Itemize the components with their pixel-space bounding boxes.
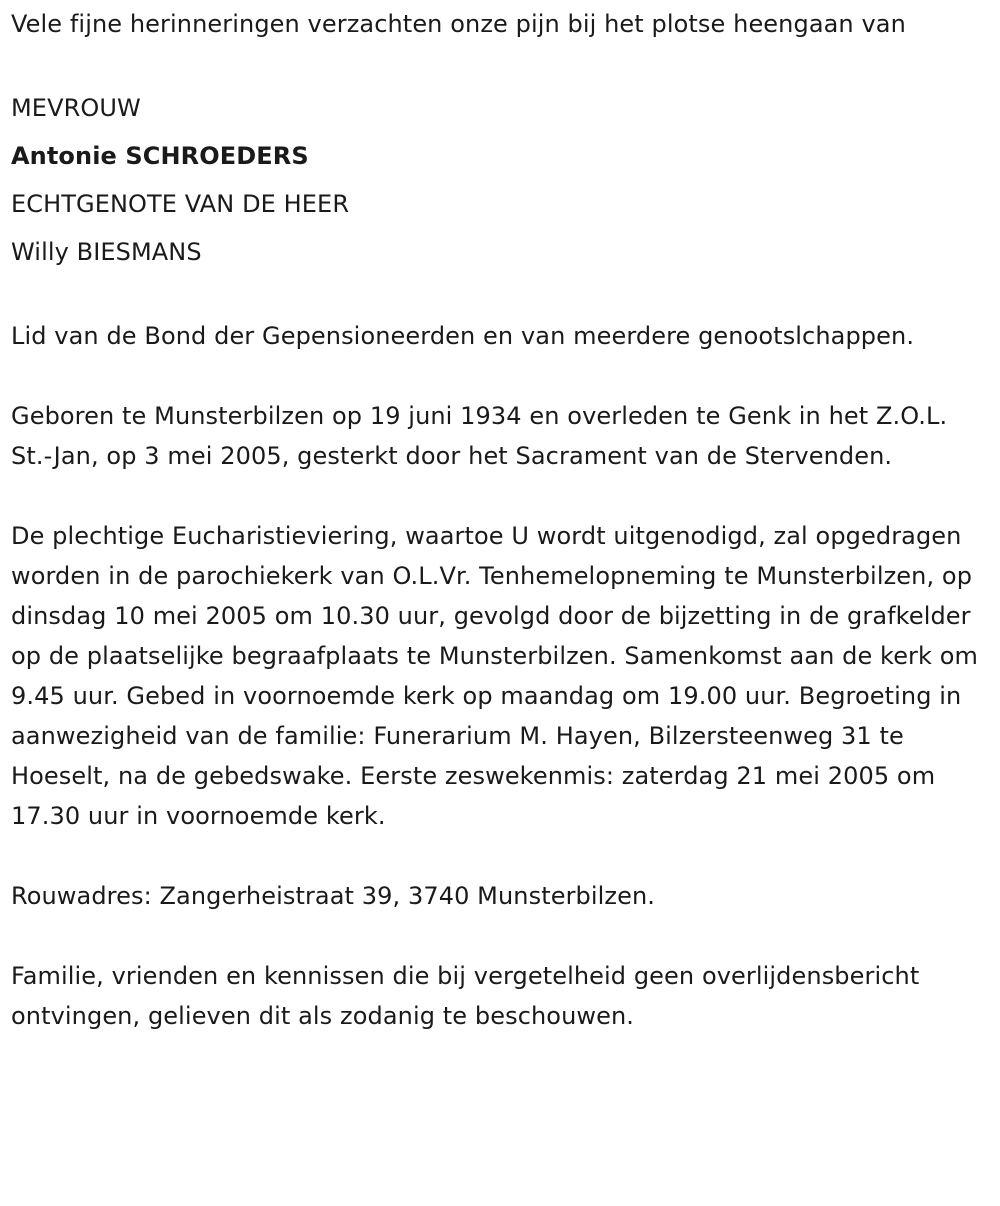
closing-text: Familie, vrienden en kennissen die bij vergetelheid geen overlijdensbericht ontvingen, gelieven dit als zodanig te beschouwen. bbox=[11, 962, 920, 1030]
ceremony-text: De plechtige Eucharistieviering, waartoe U wordt uitgenodigd, zal opgedragen worden in de parochiekerk van O.L.Vr. Tenhemelopneming te Munsterbilzen, op dinsdag 10 mei 2005 om 10.30 uur, gevolgd door de bijzetting in de grafkelder op de plaatselijke begraafplaats te Munsterbilzen. Samenkomst aan de kerk om 9.45 uur. Gebed in voornoemde kerk op maandag om 19.00 uur. Begroeting in aanwezigheid van de familie: Funerarium M. Hayen, Bilzersteenweg 31 te Hoeselt, na de gebedswake. Eerste zeswekenmis: zaterdag 21 mei 2005 om 17.30 uur in voornoemde kerk. bbox=[11, 522, 979, 830]
membership-text: Lid van de Bond der Gepensioneerden en van meerdere genootslchappen. bbox=[11, 322, 915, 350]
spacer bbox=[11, 276, 993, 316]
spacer bbox=[11, 44, 993, 84]
spouse-name: Willy BIESMANS bbox=[11, 238, 202, 266]
deceased-name: Antonie SCHROEDERS bbox=[11, 142, 309, 170]
spacer bbox=[11, 476, 993, 516]
relation-text: ECHTGENOTE VAN DE HEER bbox=[11, 190, 350, 218]
intro-text: Vele fijne herinneringen verzachten onze pijn bij het plotse heengaan van bbox=[11, 10, 906, 38]
spacer bbox=[11, 356, 993, 396]
honorific-title: MEVROUW bbox=[11, 94, 141, 122]
spacer bbox=[11, 836, 993, 876]
birth-death-text: Geboren te Munsterbilzen op 19 juni 1934 en overleden te Genk in het Z.O.L. St.-Jan, op 3 mei 2005, gesterkt door het Sacrament van de Stervenden. bbox=[11, 402, 948, 470]
name-block bbox=[11, 84, 993, 276]
obituary-document bbox=[11, 4, 993, 1036]
mourning-address: Rouwadres: Zangerheistraat 39, 3740 Munsterbilzen. bbox=[11, 882, 656, 910]
spacer bbox=[11, 916, 993, 956]
